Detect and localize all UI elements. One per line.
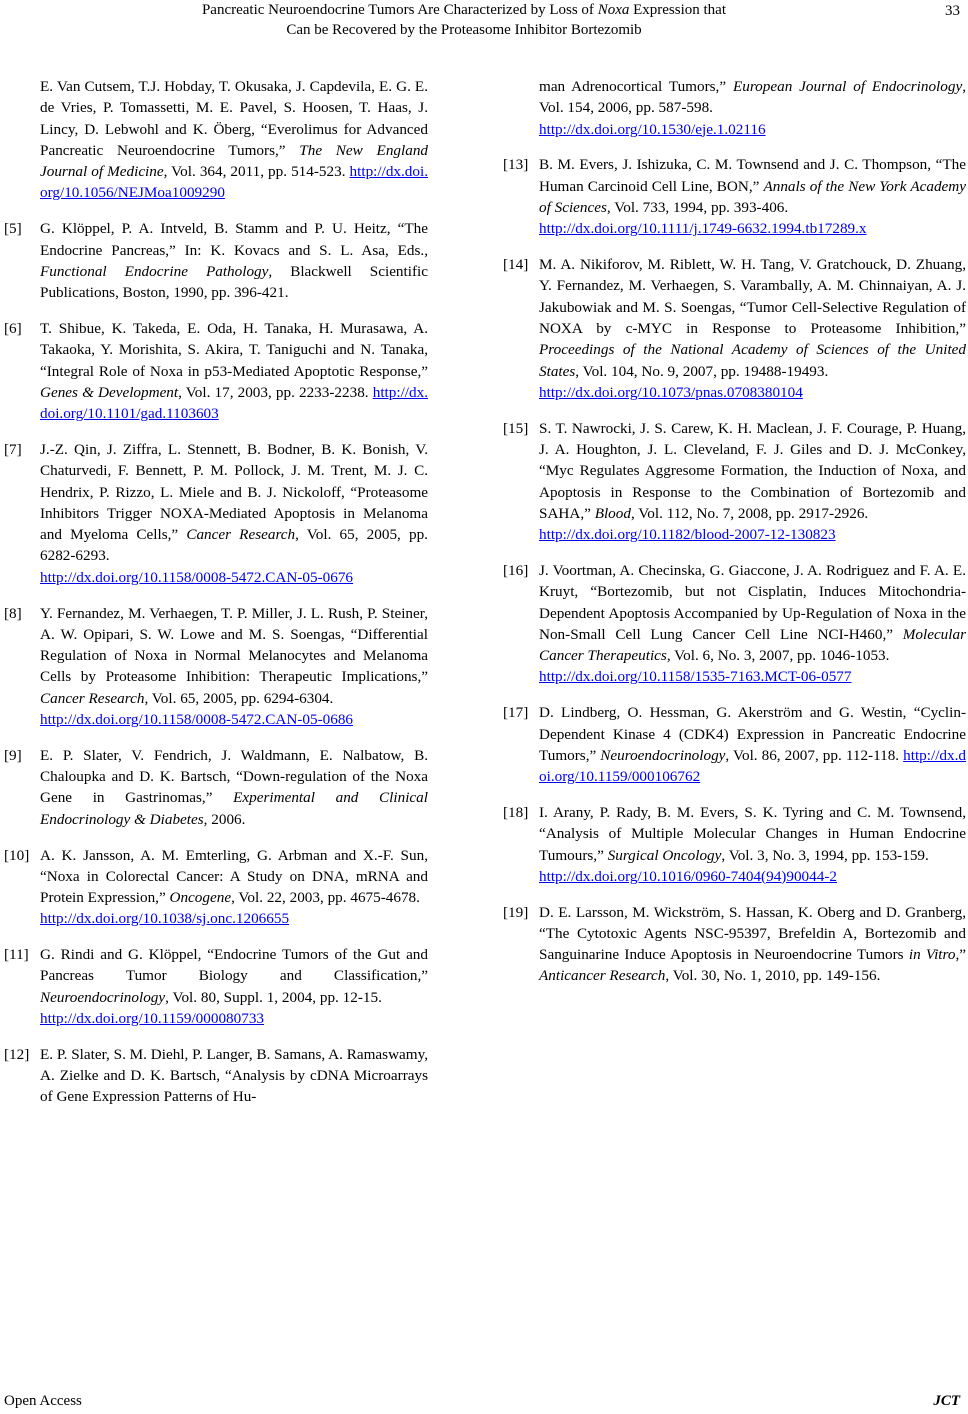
reference-details: , Vol. 65, 2005, pp. 6282-6293. bbox=[40, 526, 428, 565]
reference-item bbox=[4, 439, 428, 588]
reference-item bbox=[503, 802, 966, 887]
doi-link[interactable]: http://dx.doi.org/10.1038/sj.onc.1206655 bbox=[40, 910, 290, 928]
reference-details: , Vol. 112, No. 7, 2008, pp. 2917-2926. bbox=[630, 504, 869, 522]
reference-item bbox=[4, 76, 428, 204]
reference-journal: Oncogene bbox=[169, 889, 232, 907]
reference-authors-title: G. Klöppel, P. A. Intveld, B. Stamm and P. U. Heitz, “The Endocrine Pancreas,” In: K. Kovacs and S. L. Asa, Eds., bbox=[40, 220, 428, 259]
reference-authors-title: B. M. Evers, J. Ishizuka, C. M. Townsend and J. C. Thompson, “The Human Carcinoid Cell Line, BON,” bbox=[539, 156, 966, 195]
reference-details: , Vol. 86, 2007, pp. 112-118. bbox=[725, 746, 904, 764]
doi-link[interactable]: http://dx.doi.org/10.1158/0008-5472.CAN-05-0676 bbox=[40, 568, 354, 586]
reference-journal: European Journal of Endocrinology bbox=[732, 78, 963, 95]
reference-number: [12] bbox=[4, 1045, 30, 1063]
reference-journal: Proceedings of the National Academy of Sciences of the United States bbox=[539, 341, 966, 380]
reference-item bbox=[4, 745, 428, 830]
reference-number: [7] bbox=[4, 440, 22, 458]
running-title-line2: Can be Recovered by the Proteasome Inhibitor Bortezomib bbox=[286, 22, 642, 38]
references-left-column bbox=[4, 76, 428, 1122]
reference-details: , Blackwell Scientific Publications, Boston, 1990, pp. 396-421. bbox=[40, 262, 428, 302]
reference-item bbox=[4, 944, 428, 1029]
reference-authors-title: Y. Fernandez, M. Verhaegen, T. P. Miller, J. L. Rush, P. Steiner, A. W. Opipari, S. W. Lowe and M. S. Soengas, “Differential Regulation of Noxa in Normal Melanocytes and Melanoma Cells by Proteasome Inhibition: Therapeutic Implications,” bbox=[40, 604, 428, 686]
doi-link[interactable]: http://dx.doi.org/10.1159/000080733 bbox=[40, 1010, 265, 1028]
reference-journal: in Vitro bbox=[908, 946, 956, 964]
reference-authors-title: man Adrenocortical Tumors,” bbox=[539, 78, 733, 95]
reference-journal: Molecular Cancer Therapeutics bbox=[539, 625, 966, 665]
reference-details: , Vol. 22, 2003, pp. 4675-4678. bbox=[231, 889, 420, 907]
reference-item bbox=[503, 560, 966, 688]
doi-link[interactable]: http://dx.doi.org/10.1159/000106762 bbox=[539, 746, 967, 786]
reference-number: [5] bbox=[4, 220, 22, 238]
reference-item bbox=[503, 254, 966, 403]
reference-item bbox=[4, 1044, 428, 1108]
doi-link[interactable]: http://dx.doi.org/10.1182/blood-2007-12-130823 bbox=[539, 526, 836, 544]
reference-details: , Vol. 30, No. 1, 2010, pp. 149-156. bbox=[665, 967, 881, 985]
reference-details: , Vol. 364, 2011, pp. 514-523. bbox=[163, 163, 350, 181]
reference-punct: ,” bbox=[955, 946, 966, 964]
reference-journal: Neuroendocrinology bbox=[40, 988, 166, 1006]
reference-authors-title: E. P. Slater, S. M. Diehl, P. Langer, B. Samans, A. Ramaswamy, A. Zielke and D. K. Bartsch, “Analysis by cDNA Microarrays of Gene Expression Patterns of Hu- bbox=[40, 1045, 429, 1106]
reference-number: [10] bbox=[4, 846, 30, 864]
reference-number: [14] bbox=[503, 256, 529, 274]
reference-journal: Neuroendocrinology bbox=[600, 746, 726, 764]
doi-link[interactable]: http://dx.doi.org/10.1158/1535-7163.MCT-06-0577 bbox=[539, 668, 852, 686]
reference-details: , 2006. bbox=[203, 810, 246, 828]
reference-journal: Functional Endocrine Pathology bbox=[40, 262, 269, 280]
running-title-text-end: Expression that bbox=[629, 2, 727, 18]
reference-item bbox=[503, 902, 966, 987]
reference-item bbox=[503, 76, 966, 140]
reference-authors-title: E. P. Slater, V. Fendrich, J. Waldmann, E. Nalbatow, B. Chaloupka and D. K. Bartsch, “Down-regulation of the Noxa Gene in Gastrinomas,” bbox=[40, 746, 428, 807]
reference-item bbox=[4, 318, 428, 424]
reference-authors-title: G. Rindi and G. Klöppel, “Endocrine Tumors of the Gut and Pancreas Tumor Biology and Classification,” bbox=[40, 946, 428, 985]
reference-journal: Blood bbox=[594, 504, 631, 522]
reference-authors-title: J.-Z. Qin, J. Ziffra, L. Stennett, B. Bodner, B. K. Bonish, V. Chaturvedi, F. Bennett, P. M. Pollock, J. M. Trent, M. J. C. Hendrix, P. Rizzo, L. Miele and B. J. Nickoloff, “Proteasome Inhibitors Trigger NOXA-Mediated Apoptosis in Melanoma and Myeloma Cells,” bbox=[40, 440, 428, 544]
reference-number: [9] bbox=[4, 746, 22, 764]
reference-journal: Genes & Development bbox=[40, 383, 179, 401]
reference-number: [6] bbox=[4, 319, 22, 337]
doi-link[interactable]: http://dx.doi.org/10.1111/j.1749-6632.1994.tb17289.x bbox=[539, 220, 867, 238]
footer-journal-abbrev: JCT bbox=[933, 1392, 960, 1409]
reference-item bbox=[4, 845, 428, 930]
reference-number: [19] bbox=[503, 903, 529, 921]
reference-number: [16] bbox=[503, 561, 529, 579]
reference-journal: Annals of the New York Academy of Sciences bbox=[539, 177, 966, 216]
running-title-text: Pancreatic Neuroendocrine Tumors Are Characterized by Loss of bbox=[201, 2, 598, 18]
reference-authors-title: M. A. Nikiforov, M. Riblett, W. H. Tang, V. Gratchouck, D. Zhuang, Y. Fernandez, M. Verhaegen, S. Varambally, A. M. Chinnaiyan, A. J. Jakubowiak and M. S. Soengas, “Tumor Cell-Selective Regulation of NOXA by c-MYC in Response to Proteasome Inhibition,” bbox=[539, 256, 966, 337]
reference-authors-title: E. Van Cutsem, T.J. Hobday, T. Okusaka, J. Capdevila, E. G. E. de Vries, P. Tomassetti, M. E. Pavel, S. Hoosen, T. Haas, J. Lincy, D. Lebwohl and K. Öberg, “Everolimus for Advanced Pancreatic Neuroendocrine Tumors,” bbox=[40, 78, 428, 159]
reference-details: , Vol. 6, No. 3, 2007, pp. 1046-1053. bbox=[666, 647, 890, 665]
doi-link[interactable]: http://dx.doi.org/10.1056/NEJMoa1009290 bbox=[40, 163, 429, 202]
running-title-italic: Noxa bbox=[597, 2, 630, 18]
reference-item bbox=[503, 154, 966, 239]
reference-item bbox=[4, 218, 428, 303]
doi-link[interactable]: http://dx.doi.org/10.1016/0960-7404(94)90044-2 bbox=[539, 867, 837, 885]
page-number: 33 bbox=[945, 3, 960, 19]
reference-journal: The New England Journal of Medicine bbox=[40, 141, 429, 181]
reference-details: , Vol. 733, 1994, pp. 393-406. bbox=[606, 198, 789, 216]
doi-link[interactable]: http://dx.doi.org/10.1073/pnas.0708380104 bbox=[539, 383, 803, 401]
reference-details: , Vol. 3, No. 3, 1994, pp. 153-159. bbox=[721, 846, 929, 864]
reference-journal: Cancer Research bbox=[40, 689, 145, 707]
references-right-column bbox=[503, 76, 966, 1001]
doi-link[interactable]: http://dx.doi.org/10.1158/0008-5472.CAN-05-0686 bbox=[40, 711, 354, 729]
reference-number: [17] bbox=[503, 704, 529, 722]
running-title-line1 bbox=[0, 0, 928, 20]
reference-journal: Surgical Oncology bbox=[607, 846, 722, 864]
reference-item bbox=[503, 418, 966, 546]
reference-number: [8] bbox=[4, 604, 22, 622]
reference-item bbox=[4, 603, 428, 731]
reference-details: , Vol. 104, No. 9, 2007, pp. 19488-19493. bbox=[575, 362, 829, 380]
reference-journal: Experimental and Clinical Endocrinology & Diabetes bbox=[40, 789, 428, 828]
doi-link[interactable]: http://dx.doi.org/10.1530/eje.1.02116 bbox=[539, 120, 766, 138]
reference-details: , Vol. 65, 2005, pp. 6294-6304. bbox=[144, 689, 334, 707]
reference-number: [13] bbox=[503, 156, 529, 174]
reference-number: [18] bbox=[503, 803, 529, 821]
reference-authors-title: I. Arany, P. Rady, B. M. Evers, S. K. Tyring and C. M. Townsend, “Analysis of Multiple Molecular Changes in Human Endocrine Tumours,” bbox=[539, 803, 966, 864]
reference-details: , Vol. 80, Suppl. 1, 2004, pp. 12-15. bbox=[165, 988, 382, 1006]
reference-item bbox=[503, 702, 966, 787]
doi-link[interactable]: http://dx.doi.org/10.1101/gad.1103603 bbox=[40, 383, 428, 423]
reference-authors-title: S. T. Nawrocki, J. S. Carew, K. H. Maclean, J. F. Courage, P. Huang, J. A. Houghton, J. L. Cleveland, F. J. Giles and D. J. McConkey, “Myc Regulates Aggresome Formation, the Induction of Noxa, and Apoptosis in Response to the Combination of Bortezomib and SAHA,” bbox=[539, 419, 966, 522]
reference-details: , Vol. 17, 2003, pp. 2233-2238. bbox=[178, 383, 373, 401]
reference-journal: Anticancer Research bbox=[539, 967, 666, 985]
reference-number: [15] bbox=[503, 419, 529, 437]
reference-number: [11] bbox=[4, 946, 29, 964]
reference-authors-title: A. K. Jansson, A. M. Emterling, G. Arbman and X.-F. Sun, “Noxa in Colorectal Cancer: A Study on DNA, mRNA and Protein Expression,” bbox=[40, 846, 428, 907]
reference-journal: Cancer Research bbox=[186, 526, 296, 544]
reference-authors-title: D. E. Larsson, M. Wickström, S. Hassan, K. Oberg and D. Granberg, “The Cytotoxic Agents NSC-95397, Brefeldin A, Bortezomib and Sanguinarine Induce Apoptosis in Neuroendocrine Tumors bbox=[539, 903, 966, 964]
reference-authors-title: J. Voortman, A. Checinska, G. Giaccone, J. A. Rodriguez and F. A. E. Kruyt, “Bortezomib, but not Cisplatin, Induces Mitochondria-Dependent Apoptosis Accompanied by Up-Regulation of Noxa in the Non-Small Cell Lung Cancer Cell Line NCI-H460,” bbox=[539, 561, 966, 643]
reference-authors-title: T. Shibue, K. Takeda, E. Oda, H. Tanaka, H. Murasawa, A. Takaoka, Y. Morishita, S. Akira, T. Taniguchi and N. Tanaka, “Integral Role of Noxa in p53-Mediated Apoptotic Response,” bbox=[40, 319, 428, 380]
reference-details: , Vol. 154, 2006, pp. 587-598. bbox=[539, 78, 966, 117]
reference-authors-title: D. Lindberg, O. Hessman, G. Akerström and G. Westin, “Cyclin-Dependent Kinase 4 (CDK4) Expression in Pancreatic Endocrine Tumors,” bbox=[539, 704, 966, 764]
footer-open-access: Open Access bbox=[4, 1392, 82, 1409]
